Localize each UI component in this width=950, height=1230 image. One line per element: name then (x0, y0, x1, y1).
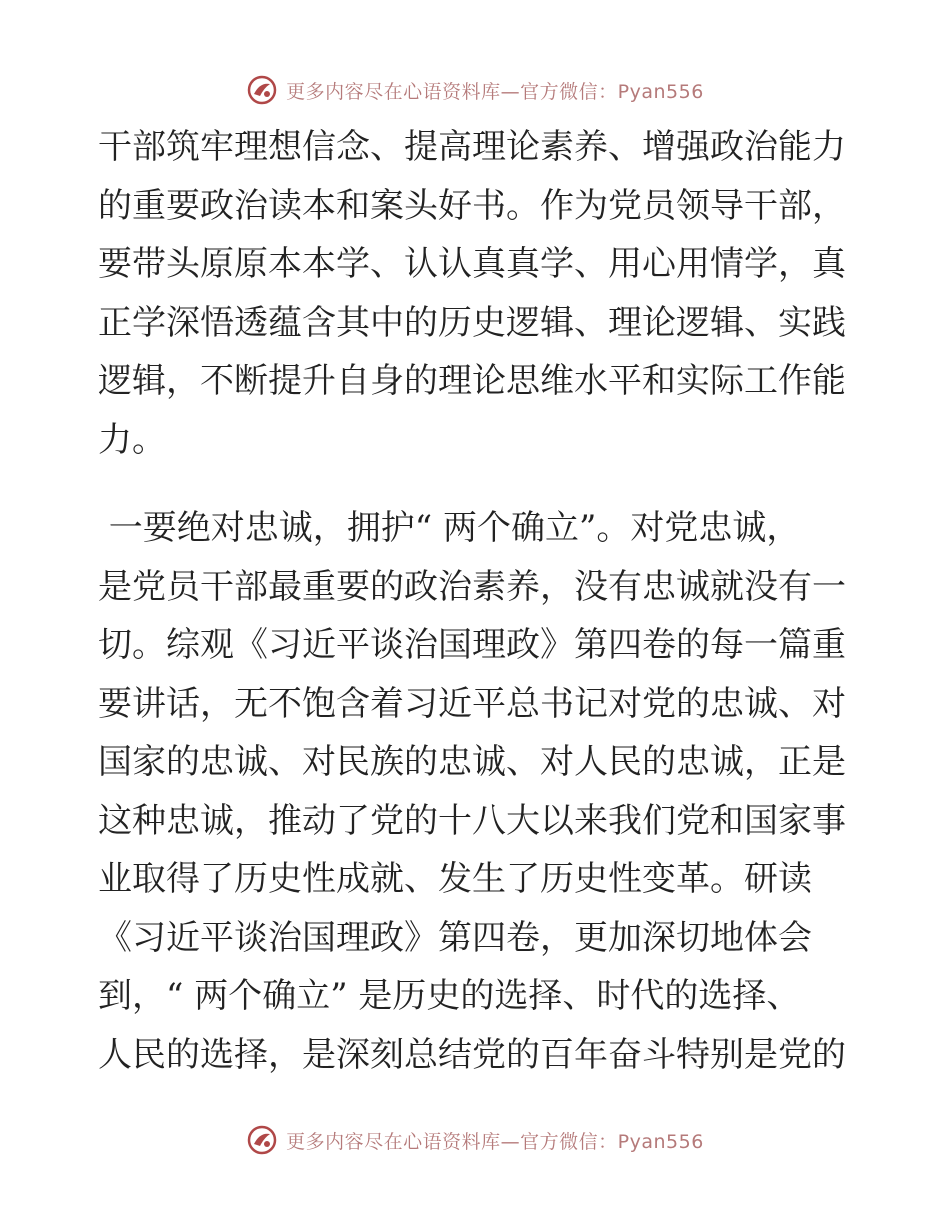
seal-logo-icon (246, 1124, 278, 1156)
text-line: 《习近平谈治国理政》第四卷，更加深切地体会 (98, 917, 812, 958)
text-line: 国家的忠诚、对民族的忠诚、对人民的忠诚，正是 (98, 742, 846, 782)
watermark-text: 更多内容尽在心语资料库—官方微信：Pyan556 (286, 1130, 704, 1153)
text-line: 要讲话，无不饱含着习近平总书记对党的忠诚、对 (98, 683, 846, 724)
paragraph (98, 118, 858, 469)
text-line: 正学深悟透蕴含其中的历史逻辑、理论逻辑、实践 (98, 302, 846, 343)
text-line: 人民的选择，是深刻总结党的百年奋斗特别是党的 (98, 1034, 846, 1075)
document-body (98, 118, 858, 1084)
paragraph-spacer (98, 469, 858, 499)
text-line: 切。综观《习近平谈治国理政》第四卷的每一篇重 (98, 625, 846, 665)
watermark-text: 更多内容尽在心语资料库—官方微信：Pyan556 (286, 80, 704, 103)
text-line: 一要绝对忠诚，拥护“ 两个确立”。对党忠诚， (98, 508, 801, 548)
text-line: 这种忠诚，推动了党的十八大以来我们党和国家事 (98, 800, 846, 841)
text-line: 是党员干部最重要的政治素养，没有忠诚就没有一 (98, 566, 846, 607)
seal-logo-icon (246, 74, 278, 106)
text-line: 到，“ 两个确立” 是历史的选择、时代的选择、 (98, 976, 801, 1016)
header-watermark (0, 70, 950, 110)
text-line: 逻辑，不断提升自身的理论思维水平和实际工作能 (98, 361, 846, 401)
text-line: 力。 (98, 419, 166, 460)
text-line: 干部筑牢理想信念、提高理论素养、增强政治能力 (98, 127, 846, 167)
text-line: 的重要政治读本和案头好书。作为党员领导干部， (98, 185, 846, 226)
footer-watermark (0, 1120, 950, 1160)
text-line: 业取得了历史性成就、发生了历史性变革。研读 (98, 859, 812, 899)
paragraph (98, 499, 858, 1084)
text-line: 要带头原原本本学、认认真真学、用心用情学，真 (98, 244, 846, 284)
